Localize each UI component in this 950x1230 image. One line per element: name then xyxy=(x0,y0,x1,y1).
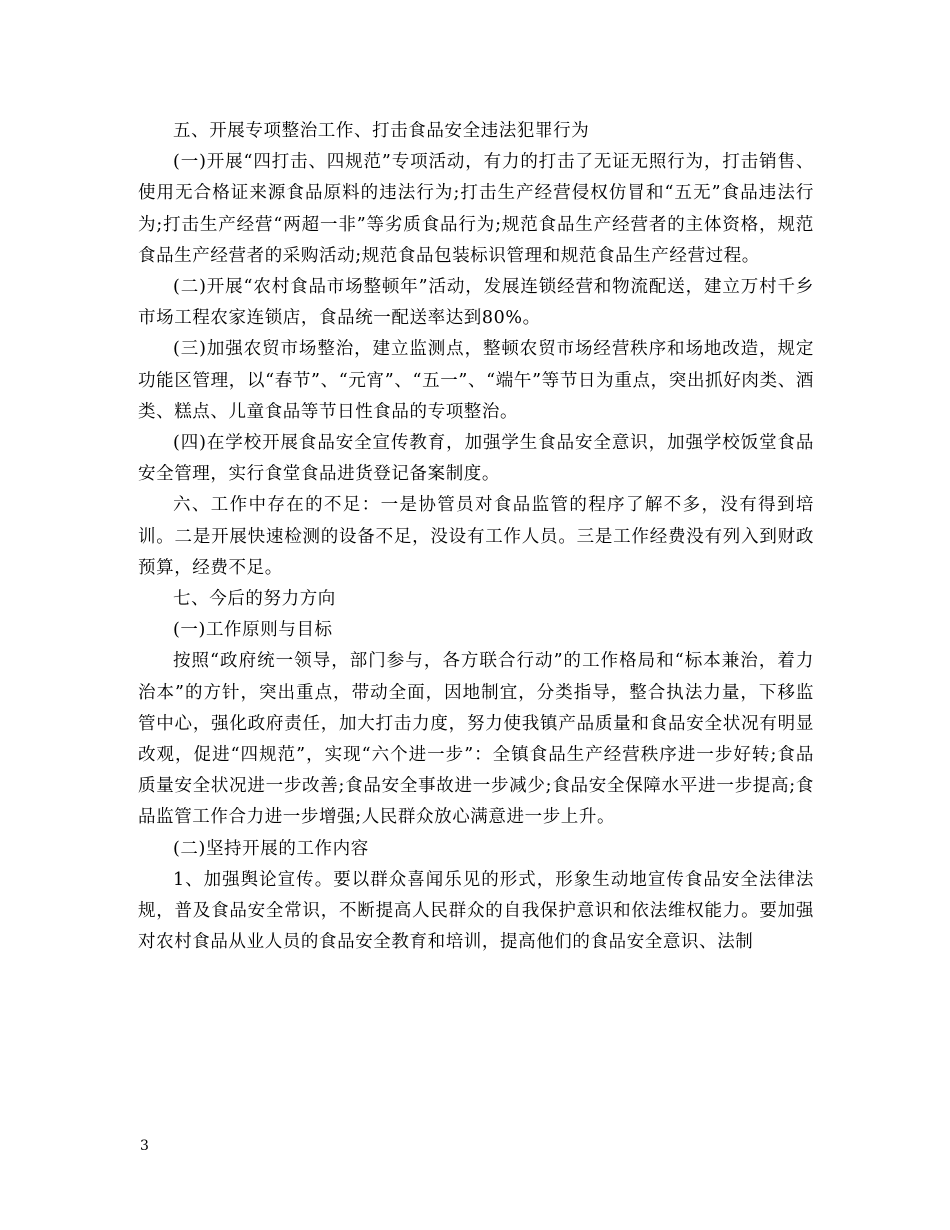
section-heading-5: 五、开展专项整治工作、打击食品安全违法犯罪行为 xyxy=(173,121,590,141)
document-body xyxy=(138,116,814,958)
paragraph-publicity: 1、加强舆论宣传。要以群众喜闻乐见的形式，形象生动地宣传食品安全法律法规，普及食品安全常识，不断提高人民群众的自我保护意识和依法维权能力。要加强对农村食品从业人员的食品安全教育和培训，提高他们的食品安全意识、法制 xyxy=(138,869,814,953)
section-heading-7: 七、今后的努力方向 xyxy=(173,589,336,610)
subheading-1: (一)工作原则与目标 xyxy=(173,620,333,641)
subheading-2: (二)坚持开展的工作内容 xyxy=(173,838,369,859)
section-heading-6: 六、工作中存在的不足：一是协管员对食品监管的程序了解不多，没有得到培训。二是开展快速检测的设备不足，没设有工作人员。三是工作经费没有列入到财政预算，经费不足。 xyxy=(138,495,814,578)
paragraph-principles: 按照“政府统一领导，部门参与，各方联合行动”的工作格局和“标本兼治，着力治本”的方针，突出重点，带动全面，因地制宜，分类指导，整合执法力量，下移监管中心，强化政府责任，加大打击力度，努力使我镇产品质量和食品安全状况有明显改观，促进“四规范”，实现“六个进一步”：全镇食品生产经营秩序进一步好转;食品质量安全状况进一步改善;食品安全事故进一步减少;食品安全保障水平进一步提高;食品监管工作合力进一步增强;人民群众放心满意进一步上升。 xyxy=(138,651,814,828)
paragraph-item-3: (三)加强农贸市场整治，建立监测点，整顿农贸市场经营秩序和场地改造，规定功能区管理，以“春节”、“元宵”、“五一”、“端午”等节日为重点，突出抓好肉类、酒类、糕点、儿童食品等节日性食品的专项整治。 xyxy=(138,339,814,422)
paragraph-item-1: (一)开展“四打击、四规范”专项活动，有力的打击了无证无照行为，打击销售、使用无合格证来源食品原料的违法行为;打击生产经营侵权仿冒和“五无”食品违法行为;打击生产经营“两超一非”等劣质食品行为;规范食品生产经营者的主体资格，规范食品生产经营者的采购活动;规范食品包装标识管理和规范食品生产经营过程。 xyxy=(138,152,814,266)
page-number: 3 xyxy=(140,1138,149,1154)
paragraph-item-2: (二)开展“农村食品市场整顿年”活动，发展连锁经营和物流配送，建立万村千乡市场工程农家连锁店，食品统一配送率达到80%。 xyxy=(138,277,814,329)
paragraph-item-4: (四)在学校开展食品安全宣传教育，加强学生食品安全意识，加强学校饭堂食品安全管理，实行食堂食品进货登记备案制度。 xyxy=(138,433,814,485)
